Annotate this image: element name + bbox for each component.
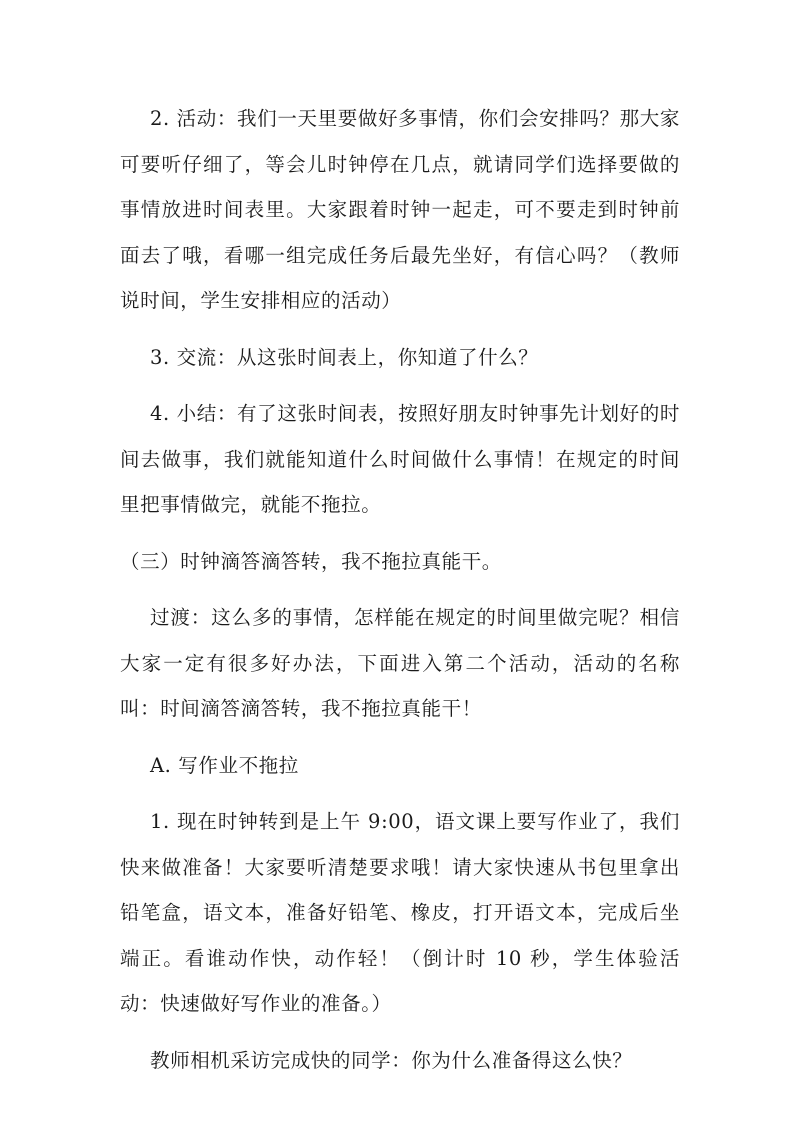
paragraph-summary-4: 4. 小结：有了这张时间表，按照好朋友时钟事先计划好的时间去做事，我们就能知道什么时间做什么事情！在规定的时间里把事情做完，就能不拖拉。 [120, 402, 680, 516]
paragraph-interview: 教师相机采访完成快的同学：你为什么准备得这么快？ [150, 1048, 633, 1072]
document-body [120, 96, 680, 1083]
paragraph-exchange-3: 3. 交流：从这张时间表上，你知道了什么？ [150, 345, 539, 369]
subheading-part-a: A. 写作业不拖拉 [150, 753, 299, 777]
paragraph-transition: 过渡：这么多的事情，怎样能在规定的时间里做完呢？相信大家一定有很多好办法，下面进入第二个活动，活动的名称叫：时间滴答滴答转，我不拖拉真能干！ [120, 606, 680, 720]
paragraph-step-1: 1. 现在时钟转到是上午 9:00，语文课上要写作业了，我们快来做准备！大家要听清楚要求哦！请大家快速从书包里拿出铅笔盒，语文本，准备好铅笔、橡皮，打开语文本，完成后坐端正。看谁动作快，动作轻！（倒计时 10 秒，学生体验活动：快速做好写作业的准备。） [120, 810, 680, 1015]
paragraph-activity-2: 2. 活动：我们一天里要做好多事情，你们会安排吗？那大家可要听仔细了，等会儿时钟停在几点，就请同学们选择要做的事情放进时间表里。大家跟着时钟一起走，可不要走到时钟前面去了哦，看哪一组完成任务后最先坐好，有信心吗？（教师说时间，学生安排相应的活动） [120, 107, 680, 312]
section-heading-3: （三）时钟滴答滴答转，我不拖拉真能干。 [120, 549, 502, 573]
